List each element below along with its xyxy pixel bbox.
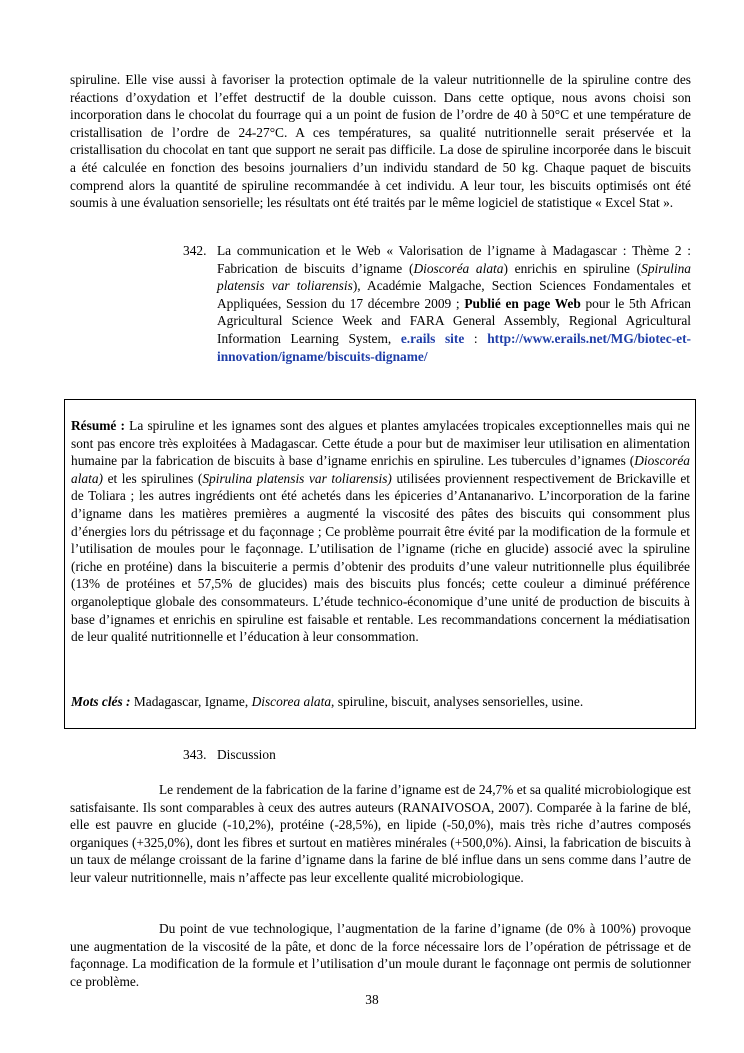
abstract-box [64,399,696,729]
keywords-line: Mots clés : Madagascar, Igname, Discorea alata, spiruline, biscuit, analyses sensorielles, usine. [71,694,584,709]
abstract-label: Résumé : [71,418,125,433]
abstract-text: Résumé : La spiruline et les ignames sont des algues et plantes amylacées tropicales exceptionnelles mais qui ne sont pas encore très exploitées à Madagascar. Cette étude a pour but de maximiser leur utilisation en alimentation humaine par la fabrication de biscuits à base d’igname enrichis en spiruline. Les tubercules d’ignames (Dioscoréa alata) et les spirulines (Spirulina platensis var toliarensis) utilisées proviennent respectivement de Brickaville et de Toliara ; les autres ingrédients ont été achetés dans les épiceries d’Antananarivo. L’incorporation de la farine d’igname dans les matières premières a augmenté la viscosité des pâtes des biscuits qui consomment plus d’énergies lors du pétrissage et du façonnage ; Ce problème pourrait être évité par la modification de la formule et l’utilisation de moules pour le façonnage. L’utilisation de l’igname (riche en glucide) associé avec la spiruline (riche en protéine) dans la biscuiterie a permis d’obtenir des produits d’une valeur nutritionnelle plus équilibrée (13% de protéines et 57,5% de glucides) mais des biscuits plus foncés; cette couleur a diminué préférence organoleptique globale des consommateurs. L’étude technico-économique d’une unité de production de biscuits à base d’ignames et enrichis en spiruline est faisable et rentable. Les recommandations concernent la médiatisation de leur qualité nutritionnelle et l’éducation à leur consommation. [71,418,690,645]
discussion-paragraph-2: Du point de vue technologique, l’augmentation de la farine d’igname (de 0% à 100%) provoque une augmentation de la viscosité de la pâte, et donc de la force nécessaire lors de l’opération de pétrissage et de façonnage. La modification de la formule et l’utilisation d’un moule durant le façonnage ont permis de solutionner ce problème. [70,921,691,989]
section-heading-discussion: 343. Discussion [183,747,276,762]
intro-paragraph: spiruline. Elle vise aussi à favoriser la protection optimale de la valeur nutritionnelle de la spiruline contre des réactions d’oxydation et l’effet destructif de la double cuisson. Dans cette optique, nous avons choisi son incorporation dans le chocolat du fourrage qui a un point de fusion de l’ordre de 40 à 50°C et une température de cristallisation de l’ordre de 24-27°C. A ces températures, sa qualité nutritionnelle serait préservée et la cristallisation du chocolat en tant que support ne serait pas difficile. La dose de spiruline incorporée dans le biscuit a été calculée en fonction des besoins journaliers d’un individu standard de 50 kg. Chaque paquet de biscuits comprend alors la quantité de spiruline recommandée à cet individu. A leur tour, les biscuits optimisés ont été soumis à une évaluation sensorielle; les résultats ont été traités par le même logiciel de statistique « Excel Stat ». [70,72,691,211]
reference-text: La communication et le Web « Valorisation de l’igname à Madagascar : Thème 2 : Fabrication de biscuits d’igname (Dioscoréa alata) enrichis en spiruline (Spirulina platensis var toliarensis), Académie Malgache, Section Sciences Fondamentales et Appliquées, Session du 17 décembre 2009 ; Publié en page Web pour le 5th African Agricultural Science Week and FARA General Assembly, Regional Agricultural Information Learning System, e.rails site : http://www.erails.net/MG/biotec-et-innovation/igname/biscuits-digname/ [217,243,691,364]
erails-url-link[interactable]: http://www.erails.net/MG/biotec-et-innovation/igname/biscuits-digname/ [217,330,691,364]
keywords-label: Mots clés : [71,694,131,709]
reference-number: 342. [183,243,207,258]
discussion-paragraph-1: Le rendement de la fabrication de la farine d’igname est de 24,7% et sa qualité microbiologique est satisfaisante. Ils sont comparables à ceux des autres auteurs (RANAIVOSOA, 2007). Comparée à la farine de blé, elle est pauvre en glucide (-10,2%), protéine (-28,5%), en lipide (-50,0%), mais très riche d’autres composés organiques (+325,0%), dont les fibres et surtout en matières minérales (+500,0%). Ainsi, la fabrication de biscuits à un taux de mélange croissant de la farine d’igname dans la farine de blé influe dans un sens comme dans l’autre de leur valeur nutritionnelle, mais n’affecte pas leur excellente qualité microbiologique. [70,782,691,885]
reference-342 [183,242,691,365]
erails-site-link[interactable]: e.rails site [400,330,465,346]
page-number: 38 [365,992,379,1007]
